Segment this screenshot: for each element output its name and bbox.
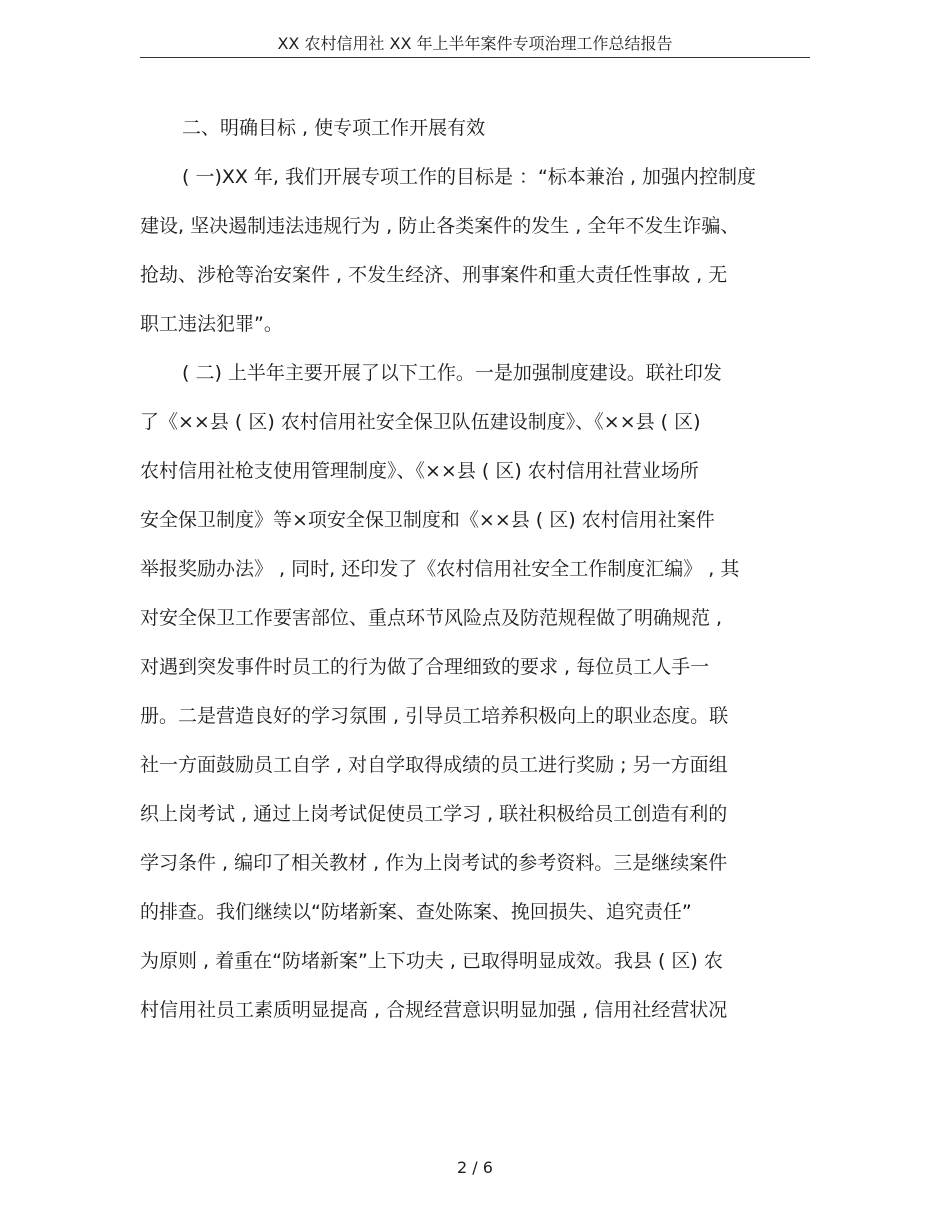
paragraph-line: 册。二是营造良好的学习氛围 , 引导员工培养积极向上的职业态度。联 — [140, 705, 729, 727]
paragraph-line: 安全保卫制度》等×项安全保卫制度和《××县 ( 区) 农村信用社案件 — [140, 509, 715, 531]
running-header: XX 农村信用社 XX 年上半年案件专项治理工作总结报告 — [277, 34, 673, 53]
page-number: 2 / 6 — [457, 1158, 493, 1177]
section-heading: 二、明确目标 , 使专项工作开展有效 — [182, 117, 486, 139]
paragraph-line: 村信用社员工素质明显提高 , 合规经营意识明显加强 , 信用社经营状况 — [140, 999, 728, 1021]
paragraph-line: 为原则 , 着重在“防堵新案”上下功夫 , 已取得明显成效。我县 ( 区) 农 — [140, 950, 723, 972]
paragraph-line: 建设, 坚决遏制违法违规行为 , 防止各类案件的发生 , 全年不发生诈骗、 — [140, 215, 740, 237]
paragraph-line: 了《××县 ( 区) 农村信用社安全保卫队伍建设制度》、《××县 ( 区) — [140, 411, 701, 433]
document-body — [140, 110, 810, 1041]
paragraph-line: 抢劫、涉枪等治安案件 , 不发生经济、刑事案件和重大责任性事故 , 无 — [140, 264, 728, 286]
paragraph-line: 职工违法犯罪”。 — [140, 313, 283, 335]
paragraph-line: 学习条件 , 编印了相关教材 , 作为上岗考试的参考资料。三是继续案件 — [140, 852, 728, 874]
header-rule — [140, 57, 810, 58]
paragraph-line: 举报奖励办法》 , 同时, 还印发了《农村信用社安全工作制度汇编》 , 其 — [140, 558, 740, 580]
paragraph-line: ( 二) 上半年主要开展了以下工作。一是加强制度建设。联社印发 — [182, 362, 722, 384]
paragraph-line: 对安全保卫工作要害部位、重点环节风险点及防范规程做了明确规范 , — [140, 607, 723, 629]
paragraph-line: 织上岗考试 , 通过上岗考试促使员工学习 , 联社积极给员工创造有利的 — [140, 803, 728, 825]
paragraph-line: 社一方面鼓励员工自学 , 对自学取得成绩的员工进行奖励 ; 另一方面组 — [140, 754, 728, 776]
paragraph-line: 农村信用社枪支使用管理制度》、《××县 ( 区) 农村信用社营业场所 — [140, 460, 699, 482]
paragraph-line: 对遇到突发事件时员工的行为做了合理细致的要求 , 每位员工人手一 — [140, 656, 710, 678]
paragraph-line: ( 一)XX 年, 我们开展专项工作的目标是 ：“标本兼治 , 加强内控制度 — [182, 166, 757, 188]
paragraph-line: 的排查。我们继续以“防堵新案、查处陈案、挽回损失、追究责任” — [140, 901, 692, 923]
